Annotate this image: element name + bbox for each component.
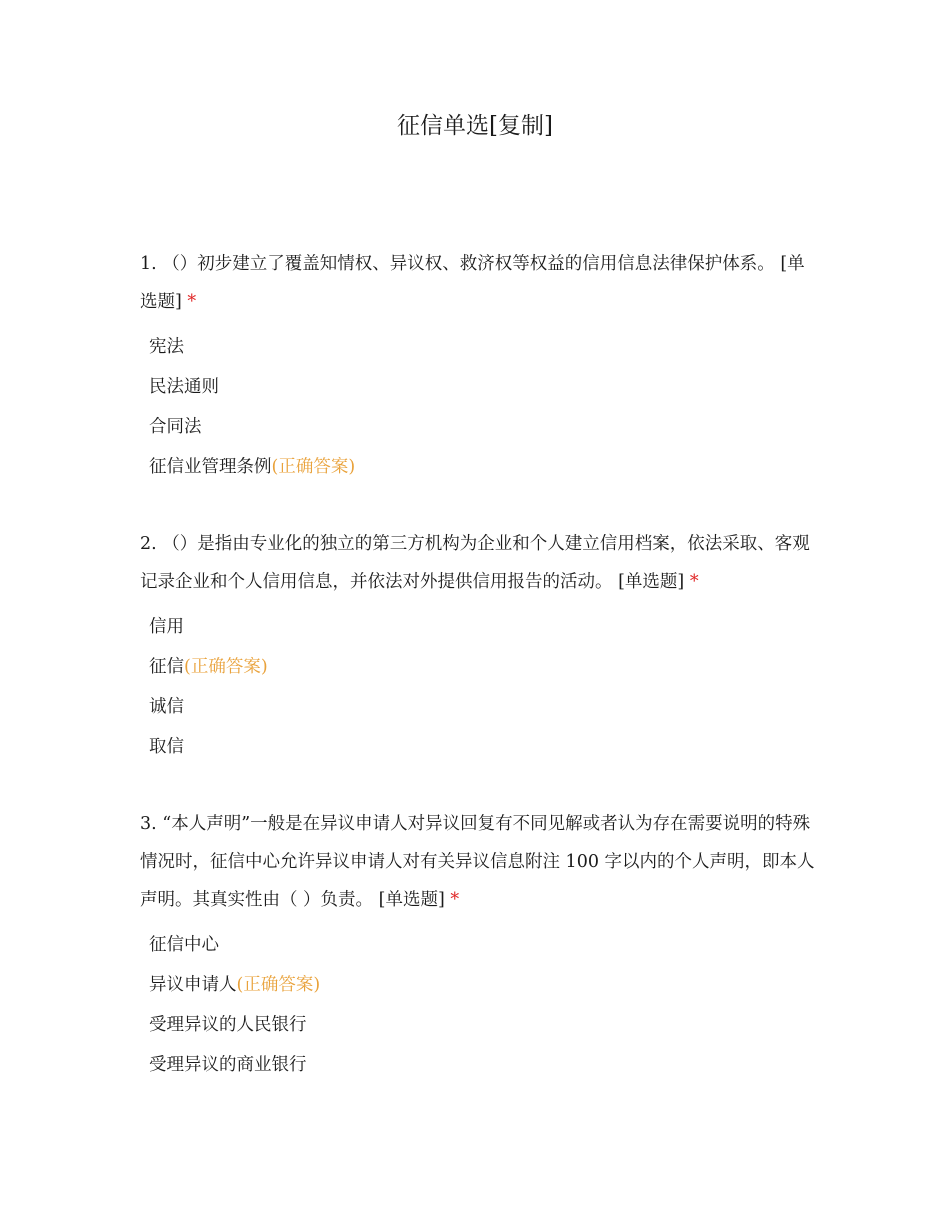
option-label: 征信业管理条例 (149, 457, 272, 477)
option-item[interactable] (140, 1005, 820, 1045)
option-item[interactable] (140, 1045, 820, 1085)
option-label: 征信 (149, 657, 184, 677)
option-list (140, 327, 820, 487)
required-mark: * (450, 890, 460, 910)
option-label: 合同法 (149, 417, 202, 437)
option-label: 诚信 (149, 697, 184, 717)
option-item[interactable] (140, 647, 820, 687)
question-2 (140, 525, 820, 767)
question-type-label: [单选题] (140, 254, 805, 312)
page-title: 征信单选[复制] (397, 113, 553, 139)
option-item[interactable] (140, 965, 820, 1005)
option-item[interactable] (140, 925, 820, 965)
question-stem (140, 805, 820, 919)
option-label: 民法通则 (149, 377, 219, 397)
question-text: “本人声明”一般是在异议申请人对异议回复有不同见解或者认为存在需要说明的特殊情况时，征信中心允许异议申请人对有关异议信息附注 100 字以内的个人声明，即本人声明。其真实性由（ ）负责。 (140, 814, 815, 910)
question-3 (140, 805, 820, 1085)
option-label: 宪法 (149, 337, 184, 357)
option-label: 受理异议的商业银行 (149, 1055, 307, 1075)
option-label: 征信中心 (149, 935, 219, 955)
correct-answer-tag: (正确答案) (236, 975, 321, 995)
option-list (140, 925, 820, 1085)
option-item[interactable] (140, 607, 820, 647)
option-list (140, 607, 820, 767)
question-stem (140, 245, 820, 321)
option-label: 受理异议的人民银行 (149, 1015, 307, 1035)
question-text: （）是指由专业化的独立的第三方机构为企业和个人建立信用档案，依法采取、客观记录企业和个人信用信息，并依法对外提供信用报告的活动。 (140, 534, 810, 592)
option-label: 信用 (149, 617, 184, 637)
question-1 (140, 245, 820, 487)
correct-answer-tag: (正确答案) (184, 657, 268, 677)
required-mark: * (187, 292, 197, 312)
question-type-label: [单选题] (378, 890, 445, 910)
required-mark: * (689, 572, 699, 592)
question-number: 2. (140, 534, 157, 554)
question-type-label: [单选题] (618, 572, 685, 592)
option-item[interactable] (140, 407, 820, 447)
option-item[interactable] (140, 327, 820, 367)
question-number: 1. (140, 254, 157, 274)
question-number: 3. (140, 814, 157, 834)
option-item[interactable] (140, 727, 820, 767)
option-item[interactable] (140, 687, 820, 727)
option-item[interactable] (140, 367, 820, 407)
option-label: 取信 (149, 737, 184, 757)
question-stem (140, 525, 820, 601)
correct-answer-tag: (正确答案) (271, 457, 356, 477)
question-text: （）初步建立了覆盖知情权、异议权、救济权等权益的信用信息法律保护体系。 (162, 254, 775, 274)
option-label: 异议申请人 (149, 975, 237, 995)
option-item[interactable] (140, 447, 820, 487)
